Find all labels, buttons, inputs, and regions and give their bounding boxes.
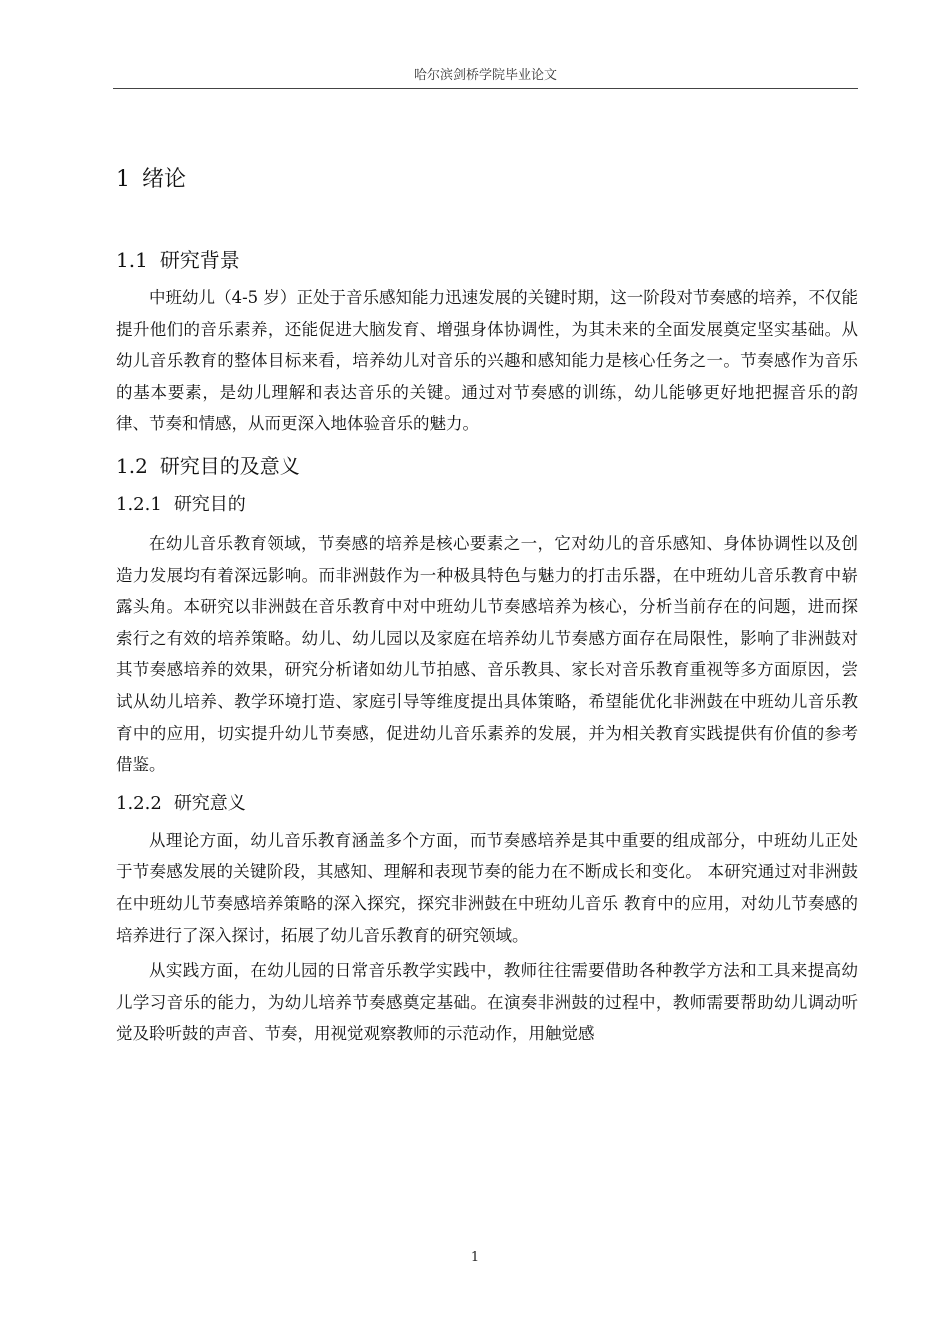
purpose-paragraph: 在幼儿音乐教育领域，节奏感的培养是核心要素之一，它对幼儿的音乐感知、身体协调性以及创造力发展均有着深远影响。而非洲鼓作为一种极具特色与魅力的打击乐器，在中班幼儿音乐教育中崭露头角。本研究以非洲鼓在音乐教育中对中班幼儿节奏感培养为核心，分析当前存在的问题，进而探索行之有效的培养策略。幼儿、幼儿园以及家庭在培养幼儿节奏感方面存在局限性，影响了非洲鼓对其节奏感培养的效果，研究分析诸如幼儿节拍感、音乐教具、家长对音乐教育重视等多方面原因，尝试从幼儿培养、教学环境打造、家庭引导等维度提出具体策略，希望能优化非洲鼓在中班幼儿音乐教育中的应用，切实提升幼儿节奏感，促进幼儿音乐素养的发展，并为相关教育实践提供有价值的参考借鉴。 <box>116 533 858 775</box>
section-number: 1.2 <box>116 453 148 478</box>
page-content <box>116 160 858 1050</box>
section-number: 1.1 <box>116 248 148 272</box>
section-heading-goal <box>116 448 858 484</box>
chapter-title: 绪论 <box>142 167 187 192</box>
header-rule <box>113 88 858 89</box>
meaning-paragraph-practice: 从实践方面，在幼儿园的日常音乐教学实践中，教师往往需要借助各种教学方法和工具来提高幼儿学习音乐的能力，为幼儿培养节奏感奠定基础。在演奏非洲鼓的过程中，教师需要帮助幼儿调动听觉及聆听鼓的声音、节奏，用视觉观察教师的示范动作，用触觉感 <box>116 961 858 1044</box>
subsection-heading-meaning <box>116 787 858 821</box>
subsection-title: 研究意义 <box>173 792 246 814</box>
subsection-number: 1.2.1 <box>116 493 162 515</box>
running-header: 哈尔滨剑桥学院毕业论文 <box>413 68 557 83</box>
section-title: 研究背景 <box>159 248 240 272</box>
subsection-title: 研究目的 <box>173 493 246 515</box>
section-title: 研究目的及意义 <box>159 453 300 478</box>
background-paragraph: 中班幼儿（4-5 岁）正处于音乐感知能力迅速发展的关键时期，这一阶段对节奏感的培养，不仅能提升他们的音乐素养，还能促进大脑发育、增强身体协调性，为其未来的全面发展奠定坚实基础。从幼儿音乐教育的整体目标来看，培养幼儿对音乐的兴趣和感知能力是核心任务之一。节奏感作为音乐的基本要素，是幼儿理解和表达音乐的关键。通过对节奏感的训练，幼儿能够更好地把握音乐的韵律、节奏和情感，从而更深入地体验音乐的魅力。 <box>116 288 858 434</box>
page-number: 1 <box>470 1250 480 1265</box>
chapter-number: 1 <box>116 167 130 192</box>
subsection-number: 1.2.2 <box>116 792 162 814</box>
subsection-heading-purpose <box>116 488 858 522</box>
meaning-paragraph-theory: 从理论方面，幼儿音乐教育涵盖多个方面，而节奏感培养是其中重要的组成部分，中班幼儿正处于节奏感发展的关键阶段，其感知、理解和表现节奏的能力在不断成长和变化。 本研究通过对非洲鼓在中班幼儿节奏感培养策略的深入探究，探究非洲鼓在中班幼儿音乐 教育中的应用，对幼儿节奏感的培养进行了深入探讨，拓展了幼儿音乐教育的研究领域。 <box>116 830 858 945</box>
chapter-heading <box>116 160 858 200</box>
section-heading-background <box>116 242 858 278</box>
